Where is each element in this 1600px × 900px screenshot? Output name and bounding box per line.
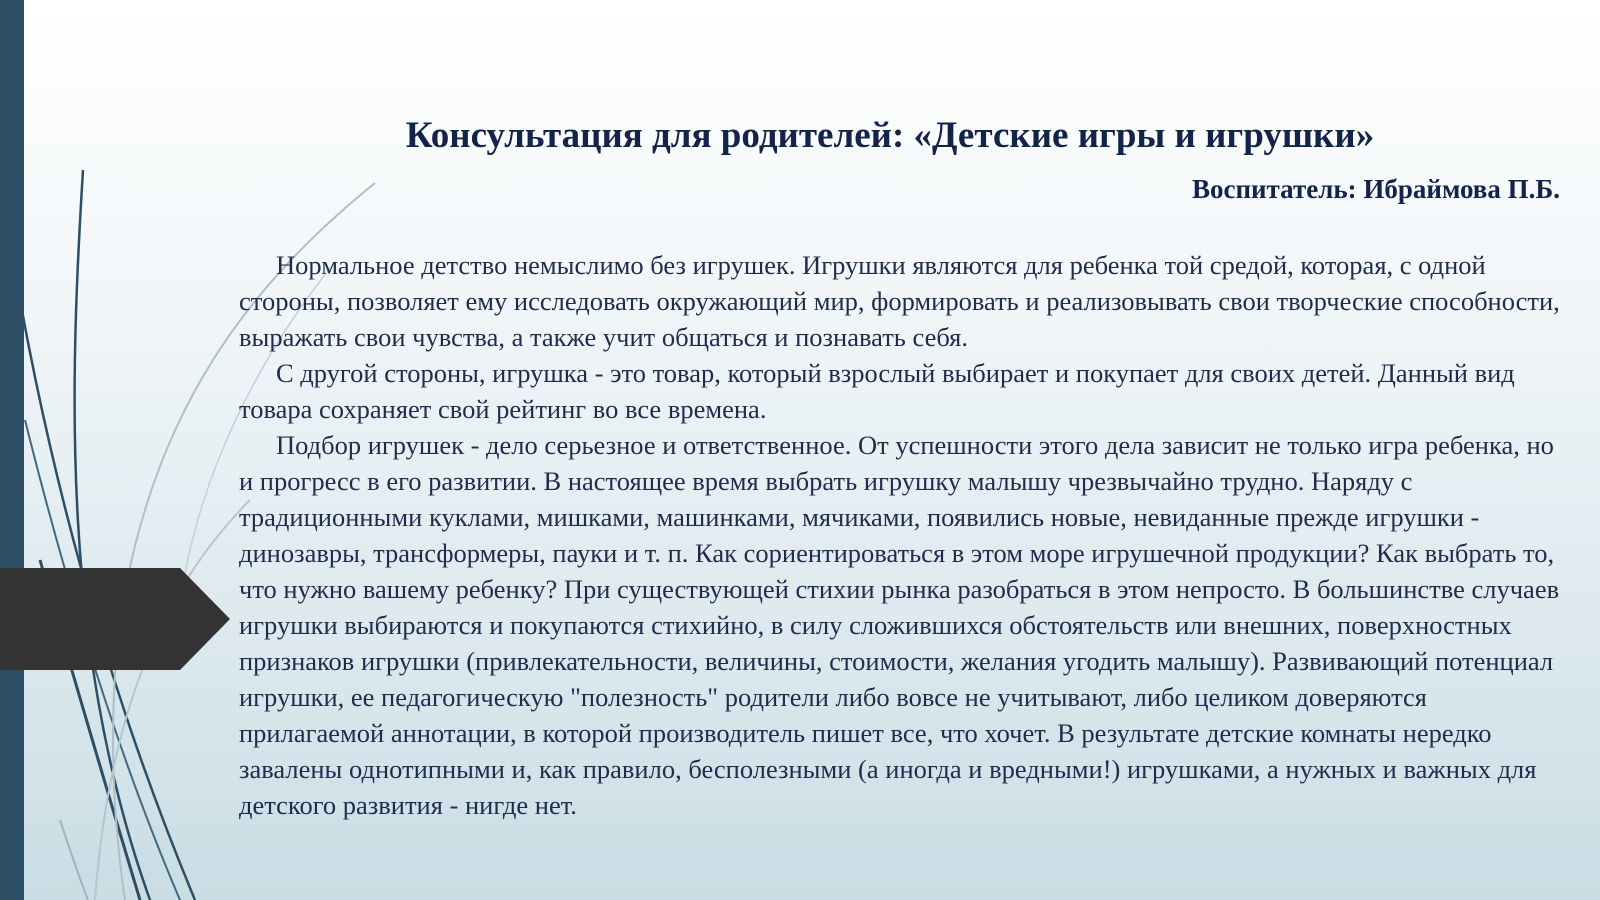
decor-line-8 xyxy=(60,820,88,900)
paragraph-3: Подбор игрушек - дело серьезное и ответственное. От успешности этого дела зависит не только игра ребенка, но и прогресс в его развитии. В настоящее время выбрать игрушку малышу чрезвычайно трудно. Наряду с традиционными куклами, мишками, машинками, мячиками, появились новые, невиданные прежде игрушки - динозавры, трансформеры, пауки и т. п. Как сориентироваться в этом море игрушечной продукции? Как выбрать то, что нужно вашему ребенку? При существующей стихии рынка разобраться в этом непросто. В большинстве случаев игрушки выбираются и покупаются стихийно, в силу сложившихся обстоятельств или внешних, поверхностных признаков игрушки (привлекательности, величины, стоимости, желания угодить малышу). Развивающий потенциал игрушки, ее педагогическую "полезность" родители либо вовсе не учитывают, либо целиком доверяются прилагаемой аннотации, в которой производитель пишет все, что хочет. В результате детские комнаты нередко завалены однотипными и, как правило, бесполезными (а иногда и вредными!) игрушками, а нужных и важных для детского развития - нигде нет. xyxy=(239,430,1560,820)
arrow-shape xyxy=(0,568,230,670)
author-line: Воспитатель: Ибраймова П.Б. xyxy=(1191,174,1560,204)
paragraph-2: С другой стороны, игрушка - это товар, который взрослый выбирает и покупает для своих детей. Данный вид товара сохраняет свой рейтинг во все времена. xyxy=(239,358,1515,424)
paragraph-1: Нормальное детство немыслимо без игрушек. Игрушки являются для ребенка той средой, которая, с одной стороны, позволяет ему исследовать окружающий мир, формировать и реализовывать свои творческие способности, выражать свои чувства, а также учит общаться и познавать себя. xyxy=(239,250,1560,352)
body-text xyxy=(239,247,1574,823)
slide-title: Консультация для родителей: «Детские игры и игрушки» xyxy=(405,115,1375,156)
